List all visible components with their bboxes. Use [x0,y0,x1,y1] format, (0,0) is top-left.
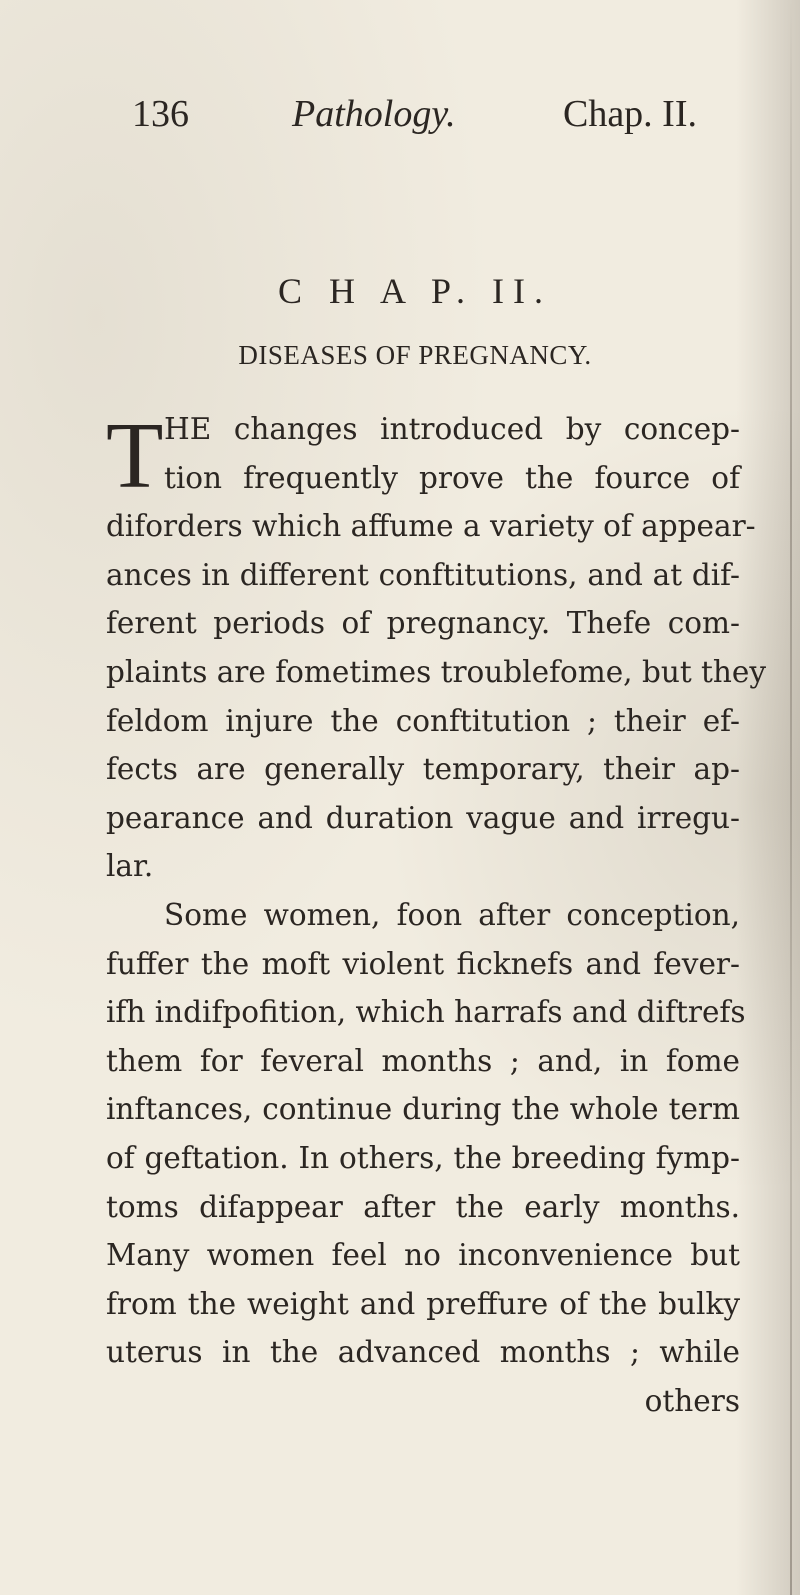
text-line: Many women feel no inconvenience but [106,1238,740,1273]
catchword: others [644,1383,740,1418]
chapter-subtitle: DISEASES OF PREGNANCY. [238,340,592,370]
running-title: Pathology. [292,93,456,135]
text-line: diforders which affume a variety of appear- [106,509,756,544]
text-line: toms difappear after the early months. [106,1189,740,1224]
text-line: from the weight and preffure of the bulky [106,1286,740,1321]
text-line: lar. [106,849,154,884]
page-number: 136 [132,93,189,135]
text-line: tion frequently prove the fource of [164,460,740,495]
text-line: ferent periods of pregnancy. Thefe com- [106,606,740,641]
drop-cap: T [106,404,164,508]
text-line: inftances, continue during the whole term [106,1092,740,1127]
text-line: HE changes introduced by concep- [164,412,740,446]
text-line: pearance and duration vague and irregu- [106,800,740,835]
running-header [132,92,697,142]
text-line: fects are generally temporary, their ap- [106,752,740,787]
text-line: Some women, foon after conception, [164,897,740,932]
body-text [106,404,767,1425]
chapter-reference: Chap. II. [562,93,697,135]
page-edge-shadow [790,0,792,1595]
text-line: ances in different conftitutions, and at dif- [106,557,740,592]
text-line: uterus in the advanced months ; while [106,1335,740,1370]
text-line: fuffer the moft violent ficknefs and fever- [106,946,740,981]
text-line: feldom injure the conftitution ; their ef- [106,703,740,738]
text-line: them for feveral months ; and, in fome [106,1043,740,1078]
text-line: plaints are fometimes troublefome, but they [106,654,767,689]
chapter-title: C H A P. II. [277,271,553,311]
text-line: ifh indifpofition, which harrafs and diftrefs [106,995,746,1030]
text-line: of geftation. In others, the breeding fymp- [106,1140,740,1175]
